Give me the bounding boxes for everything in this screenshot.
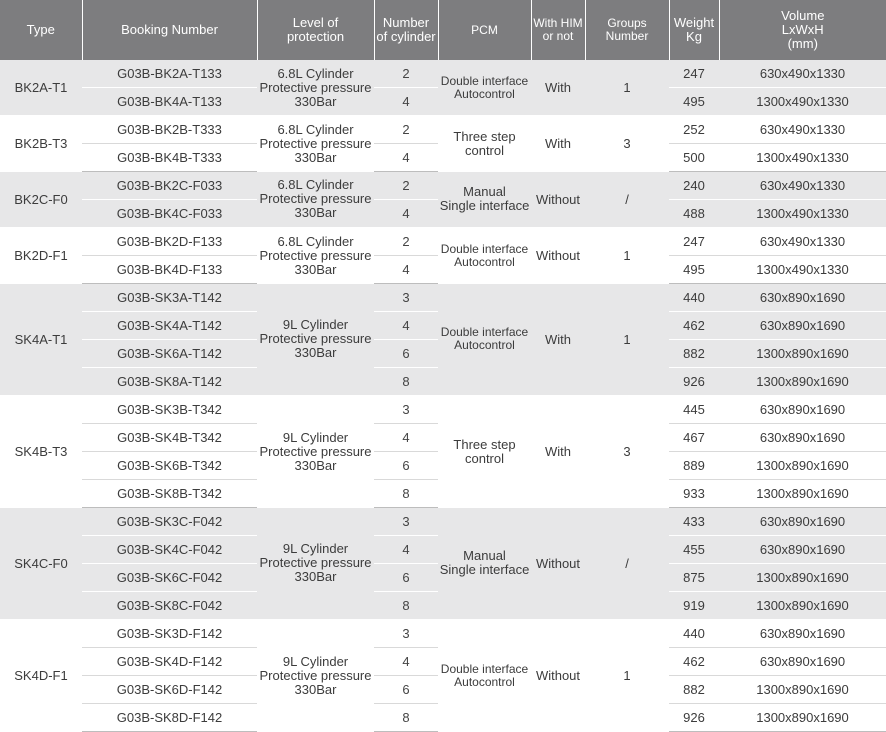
volume-cell: 1300x490x1330 (719, 256, 886, 284)
weight-cell: 433 (669, 508, 719, 536)
volume-cell: 1300x490x1330 (719, 200, 886, 228)
table-row (0, 508, 886, 536)
table-row (0, 60, 886, 88)
cylinder-count-cell: 2 (374, 116, 438, 144)
booking-number-cell: G03B-SK3C-F042 (82, 508, 257, 536)
cylinder-count-cell: 3 (374, 508, 438, 536)
weight-cell: 252 (669, 116, 719, 144)
weight-cell: 889 (669, 452, 719, 480)
table-group (0, 396, 886, 508)
pcm-cell: Manual Single interface (438, 172, 531, 228)
table-group (0, 60, 886, 116)
header-volume: Volume LxWxH (mm) (719, 0, 886, 60)
groups-number-cell: 1 (585, 60, 669, 116)
booking-number-cell: G03B-SK6A-T142 (82, 340, 257, 368)
volume-cell: 630x890x1690 (719, 620, 886, 648)
him-cell: Without (531, 620, 585, 732)
volume-cell: 1300x490x1330 (719, 144, 886, 172)
volume-cell: 1300x890x1690 (719, 452, 886, 480)
cylinder-count-cell: 3 (374, 284, 438, 312)
booking-number-cell: G03B-SK8D-F142 (82, 704, 257, 732)
pcm-cell: Three step control (438, 116, 531, 172)
weight-cell: 882 (669, 340, 719, 368)
pcm-cell: Double interface Autocontrol (438, 228, 531, 284)
cylinder-count-cell: 8 (374, 592, 438, 620)
cylinder-count-cell: 4 (374, 256, 438, 284)
groups-number-cell: 3 (585, 116, 669, 172)
volume-cell: 1300x890x1690 (719, 676, 886, 704)
volume-cell: 630x890x1690 (719, 312, 886, 340)
table-group (0, 116, 886, 172)
weight-cell: 875 (669, 564, 719, 592)
cylinder-count-cell: 8 (374, 368, 438, 396)
booking-number-cell: G03B-SK6C-F042 (82, 564, 257, 592)
weight-cell: 445 (669, 396, 719, 424)
cylinder-count-cell: 8 (374, 480, 438, 508)
cylinder-count-cell: 3 (374, 396, 438, 424)
table-row (0, 172, 886, 200)
booking-number-cell: G03B-SK3D-F142 (82, 620, 257, 648)
protection-level-cell: 9L Cylinder Protective pressure 330Bar (257, 620, 374, 732)
table-group (0, 172, 886, 228)
weight-cell: 247 (669, 228, 719, 256)
weight-cell: 455 (669, 536, 719, 564)
weight-cell: 440 (669, 620, 719, 648)
volume-cell: 1300x890x1690 (719, 564, 886, 592)
weight-cell: 933 (669, 480, 719, 508)
protection-level-cell: 6.8L Cylinder Protective pressure 330Bar (257, 228, 374, 284)
cylinder-count-cell: 2 (374, 172, 438, 200)
volume-cell: 630x890x1690 (719, 648, 886, 676)
him-cell: With (531, 60, 585, 116)
header-pcm: PCM (438, 0, 531, 60)
header-groups-number: Groups Number (585, 0, 669, 60)
booking-number-cell: G03B-BK2D-F133 (82, 228, 257, 256)
him-cell: With (531, 284, 585, 396)
booking-number-cell: G03B-BK2C-F033 (82, 172, 257, 200)
volume-cell: 1300x490x1330 (719, 88, 886, 116)
type-cell: BK2D-F1 (0, 228, 82, 284)
weight-cell: 882 (669, 676, 719, 704)
volume-cell: 1300x890x1690 (719, 340, 886, 368)
protection-level-cell: 9L Cylinder Protective pressure 330Bar (257, 396, 374, 508)
booking-number-cell: G03B-SK8A-T142 (82, 368, 257, 396)
protection-level-cell: 9L Cylinder Protective pressure 330Bar (257, 508, 374, 620)
pcm-cell: Double interface Autocontrol (438, 620, 531, 732)
him-cell: Without (531, 228, 585, 284)
groups-number-cell: 1 (585, 228, 669, 284)
him-cell: Without (531, 172, 585, 228)
booking-number-cell: G03B-SK8B-T342 (82, 480, 257, 508)
volume-cell: 630x890x1690 (719, 508, 886, 536)
table-row (0, 620, 886, 648)
weight-cell: 488 (669, 200, 719, 228)
booking-number-cell: G03B-BK2B-T333 (82, 116, 257, 144)
groups-number-cell: 1 (585, 284, 669, 396)
volume-cell: 630x890x1690 (719, 424, 886, 452)
weight-cell: 240 (669, 172, 719, 200)
header-number-of-cylinder: Number of cylinder (374, 0, 438, 60)
booking-number-cell: G03B-SK6B-T342 (82, 452, 257, 480)
table-group (0, 284, 886, 396)
booking-number-cell: G03B-SK3B-T342 (82, 396, 257, 424)
booking-number-cell: G03B-BK4C-F033 (82, 200, 257, 228)
booking-number-cell: G03B-BK4D-F133 (82, 256, 257, 284)
weight-cell: 247 (669, 60, 719, 88)
table-group (0, 508, 886, 620)
cylinder-count-cell: 4 (374, 144, 438, 172)
weight-cell: 462 (669, 312, 719, 340)
weight-cell: 495 (669, 256, 719, 284)
cylinder-count-cell: 4 (374, 88, 438, 116)
table-row (0, 396, 886, 424)
cylinder-count-cell: 4 (374, 200, 438, 228)
cylinder-count-cell: 4 (374, 648, 438, 676)
cylinder-count-cell: 4 (374, 312, 438, 340)
header-weight: Weight Kg (669, 0, 719, 60)
weight-cell: 919 (669, 592, 719, 620)
weight-cell: 495 (669, 88, 719, 116)
table-group (0, 228, 886, 284)
header-booking-number: Booking Number (82, 0, 257, 60)
table-row (0, 284, 886, 312)
type-cell: SK4C-F0 (0, 508, 82, 620)
groups-number-cell: / (585, 508, 669, 620)
table-row (0, 116, 886, 144)
volume-cell: 630x490x1330 (719, 60, 886, 88)
cylinder-count-cell: 6 (374, 564, 438, 592)
type-cell: SK4A-T1 (0, 284, 82, 396)
volume-cell: 630x890x1690 (719, 284, 886, 312)
booking-number-cell: G03B-BK4A-T133 (82, 88, 257, 116)
booking-number-cell: G03B-BK2A-T133 (82, 60, 257, 88)
cylinder-count-cell: 6 (374, 452, 438, 480)
him-cell: With (531, 116, 585, 172)
volume-cell: 630x890x1690 (719, 396, 886, 424)
volume-cell: 630x490x1330 (719, 172, 886, 200)
weight-cell: 926 (669, 704, 719, 732)
type-cell: SK4B-T3 (0, 396, 82, 508)
volume-cell: 1300x890x1690 (719, 368, 886, 396)
cylinder-count-cell: 8 (374, 704, 438, 732)
volume-cell: 630x490x1330 (719, 116, 886, 144)
cylinder-count-cell: 4 (374, 536, 438, 564)
cylinder-count-cell: 3 (374, 620, 438, 648)
volume-cell: 630x490x1330 (719, 228, 886, 256)
weight-cell: 462 (669, 648, 719, 676)
weight-cell: 926 (669, 368, 719, 396)
him-cell: With (531, 396, 585, 508)
booking-number-cell: G03B-SK8C-F042 (82, 592, 257, 620)
table-group (0, 620, 886, 732)
protection-level-cell: 6.8L Cylinder Protective pressure 330Bar (257, 172, 374, 228)
pcm-cell: Double interface Autocontrol (438, 284, 531, 396)
cylinder-count-cell: 4 (374, 424, 438, 452)
pcm-cell: Manual Single interface (438, 508, 531, 620)
groups-number-cell: / (585, 172, 669, 228)
volume-cell: 1300x890x1690 (719, 480, 886, 508)
booking-number-cell: G03B-SK4D-F142 (82, 648, 257, 676)
volume-cell: 1300x890x1690 (719, 592, 886, 620)
table-header (0, 0, 886, 60)
cylinder-count-cell: 2 (374, 228, 438, 256)
booking-number-cell: G03B-SK4A-T142 (82, 312, 257, 340)
protection-level-cell: 6.8L Cylinder Protective pressure 330Bar (257, 60, 374, 116)
cylinder-count-cell: 6 (374, 340, 438, 368)
him-cell: Without (531, 508, 585, 620)
volume-cell: 1300x890x1690 (719, 704, 886, 732)
booking-number-cell: G03B-SK6D-F142 (82, 676, 257, 704)
header-type: Type (0, 0, 82, 60)
cylinder-count-cell: 2 (374, 60, 438, 88)
pcm-cell: Double interface Autocontrol (438, 60, 531, 116)
header-with-him: With HIM or not (531, 0, 585, 60)
booking-number-cell: G03B-BK4B-T333 (82, 144, 257, 172)
cylinder-count-cell: 6 (374, 676, 438, 704)
groups-number-cell: 1 (585, 620, 669, 732)
type-cell: BK2A-T1 (0, 60, 82, 116)
header-level-of-protection: Level of protection (257, 0, 374, 60)
type-cell: BK2C-F0 (0, 172, 82, 228)
booking-number-cell: G03B-SK4C-F042 (82, 536, 257, 564)
protection-level-cell: 6.8L Cylinder Protective pressure 330Bar (257, 116, 374, 172)
protection-level-cell: 9L Cylinder Protective pressure 330Bar (257, 284, 374, 396)
booking-number-cell: G03B-SK3A-T142 (82, 284, 257, 312)
type-cell: BK2B-T3 (0, 116, 82, 172)
groups-number-cell: 3 (585, 396, 669, 508)
pcm-cell: Three step control (438, 396, 531, 508)
weight-cell: 440 (669, 284, 719, 312)
volume-cell: 630x890x1690 (719, 536, 886, 564)
weight-cell: 467 (669, 424, 719, 452)
booking-number-cell: G03B-SK4B-T342 (82, 424, 257, 452)
weight-cell: 500 (669, 144, 719, 172)
type-cell: SK4D-F1 (0, 620, 82, 732)
table-row (0, 228, 886, 256)
